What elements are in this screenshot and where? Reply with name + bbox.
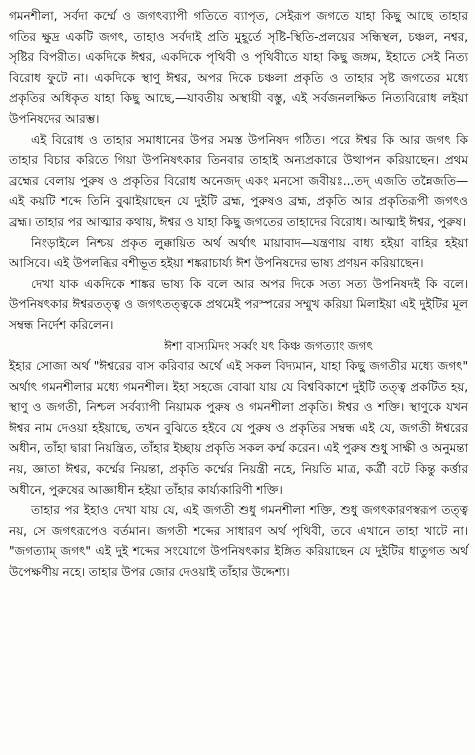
paragraph-1: গমনশীলা, সর্বদা কর্ম্মে ও জগৎব্যাপী গতিতে ব্যাপৃত, সেইরূপ জগতে যাহা কিছু আছে তাহার গতির ক্ষুদ্র একটি জগৎ, তাহাও সর্বদাই প্রতি মুহূর্তে সৃষ্টি-স্থিতি-প্রলয়ের সন্ধিস্থল, চঞ্চল, নশ্বর, সৃষ্টির বিপরীত। একদিকে ঈশ্বর, একদিকে পৃথিবী ও পৃথিবীতে যাহা কিছু জঙ্গম, ইহাতে সেই নিত্য বিরোধ ফুটে না। একদিকে স্থাণু ঈশ্বর, অপর দিকে চঞ্চলা প্রকৃতি ও তাহার সৃষ্ট জগতের মধ্যে প্রকৃতির অধিকৃত যাহা কিছু আছে,—যাবতীয় অস্থায়ী বস্তু, এই সর্বজনলক্ষিত নিত্যবিরোধ লইয়া উপনিষদের আরম্ভ। bbox=[9, 9, 468, 126]
body-text bbox=[9, 6, 468, 583]
paragraph-4: দেখা যাক একদিকে শাঙ্কর ভাষ্য কি বলে আর অপর দিকে সত্য সত্য উপনিষদই কি বলে। উপনিষৎকার ঈশ্বরতত্ত্ব ও জগৎতত্ত্বকে প্রথমেই পরস্পরের সম্মুখ করিয়া মিলাইয়া এই দুইটির মূল সম্বন্ধ নির্দেশ করিলেন। bbox=[9, 276, 468, 332]
verse-line: ঈশা বাস্যমিদং সর্ব্বং যৎ কিঞ্চ জগত্যাং জগৎ bbox=[164, 338, 373, 353]
paragraph-3: নিংড়াইলে নিশ্চয় প্রকৃত লুক্কায়িত অর্থ অর্থাৎ মায়াবাদ—যন্ত্রণায় বাধ্য হইয়া বাহির হইয়া আসিবে। এই উপলব্ধির বশীভূত হইয়া শঙ্করাচার্য্য ঈশ উপনিষদের ভাষ্য প্রণয়ন করিয়াছেন। bbox=[9, 235, 468, 271]
paragraph-6: তাহার পর ইহাও দেখা যায় যে, এই জগতী শুধু গমনশীলা শক্তি, শুধু জগৎকারণস্বরূপ তত্ত্ব নয়, সে জগৎরূপেও বর্তমান। জগতী শব্দের সাধারণ অর্থ পৃথিবী, তবে এখানে তাহা খাটে না। "জগত্যাম্ জগৎ" এই দুই শব্দের সংযোগে উপনিষৎকার ইঙ্গিত করিয়াছেন যে দুইটির ধাতুগত অর্থ উপেক্ষণীয় নহে। তাহার উপর জোর দেওয়াই তাঁহার উদ্দেশ্য। bbox=[9, 503, 468, 580]
paragraph-2: এই বিরোধ ও তাহার সমাধানের উপর সমস্ত উপনিষদ গঠিত। পরে ঈশ্বর কি আর জগৎ কি তাহার বিচার করিতে গিয়া উপনিষৎকার তিনবার তাহাই অন্যপ্রকারে উত্থাপন করিয়াছেন। প্রথম ব্রহ্মের বেলায় পুরুষ ও প্রকৃতির বিরোধ অনেজদ্ একং মনসো জবীয়ঃ...তদ্ এজতি তন্নৈজতি—এই কয়টি শব্দে তিনি বুঝাইয়াছেন যে দুইটি ব্রহ্ম, পুরুষও ব্রহ্ম, প্রকৃতি আর প্রকৃতিরূপী জগৎও ব্রহ্ম। তাহার পর আত্মার কথায়, ঈশ্বর ও যাহা কিছু জগতের তাহাদের বিরোধ। আত্মাই ঈশ্বর, পুরুষ। bbox=[9, 132, 468, 229]
paragraph-5: ইহার সোজা অর্থ "ঈশ্বরের বাস করিবার অর্থে এই সকল বিদ্যমান, যাহা কিছু জগতীর মধ্যে জগৎ" অর্থাৎ গমনশীলার মধ্যে গমনশীল। ইহা সহজে বোঝা যায় যে বিশ্ববিকাশে দুইটি তত্ত্ব প্রকটিত হয়, স্থাণু ও জগতী, নিশ্চল সর্বব্যাপী নিয়ামক পুরুষ ও গমনশীলা প্রকৃতি। ঈশ্বর ও শক্তি। স্থাণুকে যখন ঈশ্বর নাম দেওয়া হইয়াছে, তখন বুঝিতে হইবে যে পুরুষ ও প্রকৃতির সম্বন্ধ এই যে, জগতী ঈশ্বরের অধীন, তাঁহা দ্বারা নিয়ন্ত্রিত, তাঁহার ইচ্ছায় প্রকৃতি সকল কর্ম্ম করেন। এই পুরুষ শুধু সাক্ষী ও অনুমন্তা নয়, জ্ঞাতা ঈশ্বর, কর্ম্মের নিয়ন্তা, প্রকৃতি কর্ম্মের নিয়ন্ত্রী নহে, নিয়তি মাত্র, কর্ত্রী বটে কিন্তু কর্ত্তার অধীনে, পুরুষের আজ্ঞাধীন হইয়া তাঁহার কার্য্যকারিণী শক্তি। bbox=[9, 359, 468, 497]
